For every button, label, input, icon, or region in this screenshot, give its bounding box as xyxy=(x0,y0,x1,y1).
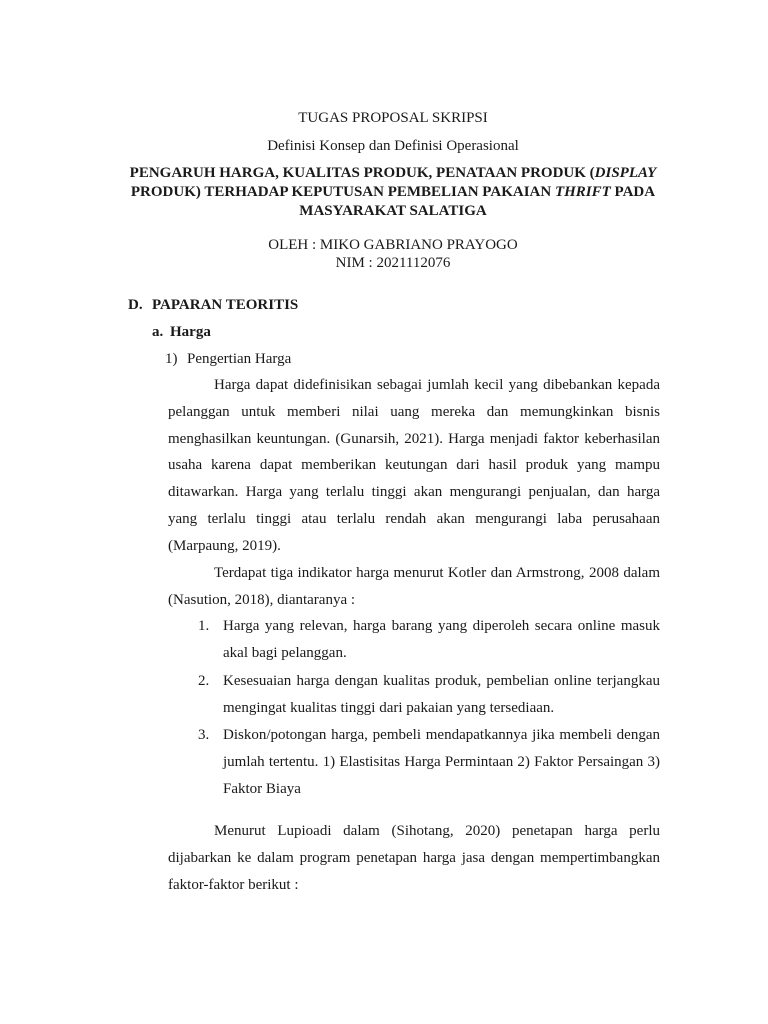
thesis-title-part2: PRODUK) TERHADAP KEPUTUSAN PEMBELIAN PAKAIAN xyxy=(130,184,555,200)
document-title: TUGAS PROPOSAL SKRIPSI xyxy=(298,110,488,126)
list-item-text: Kesesuaian harga dengan kualitas produk, pembelian online terjangkau mengingat kualitas tinggi dari pakaian yang tersediaan. xyxy=(223,673,660,716)
list-item-text: Harga yang relevan, harga barang yang diperoleh secara online masuk akal bagi pelanggan. xyxy=(223,618,660,661)
list-marker: 2. xyxy=(198,673,210,689)
document-subtitle: Definisi Konsep dan Definisi Operasional xyxy=(267,138,519,154)
section-a-label: Harga xyxy=(170,324,211,340)
list-marker: 1. xyxy=(198,618,210,634)
paragraph-price-definition: Harga dapat didefinisikan sebagai jumlah kecil yang dibebankan kepada pelanggan untuk memberi nilai uang mereka dan memungkinkan bisnis menghasilkan keuntungan. (Gunarsih, 2021). Harga menjadi faktor keberhasilan usaha karena dapat memberikan keutungan dari hasil produk yang mampu ditawarkan. Harga yang terlalu tinggi akan mengurangi penjualan, dan harga yang terlalu tinggi atau terlalu rendah akan mengurangi laba perusahaan (Marpaung, 2019). xyxy=(168,377,660,554)
author-name: OLEH : MIKO GABRIANO PRAYOGO xyxy=(268,237,518,253)
thesis-title-part1: PENGARUH HARGA, KUALITAS PRODUK, PENATAAN PRODUK ( xyxy=(129,165,595,181)
thesis-title xyxy=(110,164,676,221)
list-marker: 3. xyxy=(198,727,210,743)
thesis-title-italic1: DISPLAY xyxy=(594,165,657,181)
list-item xyxy=(198,613,660,667)
section-heading-d xyxy=(128,297,298,314)
paragraph-pricing-factors: Menurut Lupioadi dalam (Sihotang, 2020) penetapan harga perlu dijabarkan ke dalam program penetapan harga jasa dengan mempertimbangkan faktor-faktor berikut : xyxy=(168,823,660,893)
thesis-title-italic2: THRIFT xyxy=(554,184,611,200)
thesis-title-part4: MASYARAKAT SALATIGA xyxy=(299,203,487,219)
section-1-label: Pengertian Harga xyxy=(187,351,292,367)
section-d-number: D. xyxy=(128,297,143,313)
sub-subsection-heading-1 xyxy=(165,351,291,368)
section-1-number: 1) xyxy=(165,351,178,367)
list-item-text: Diskon/potongan harga, pembeli mendapatkannya jika membeli dengan jumlah tertentu. 1) Elastisitas Harga Permintaan 2) Faktor Persaingan 3) Faktor Biaya xyxy=(223,727,660,797)
section-d-label: PAPARAN TEORITIS xyxy=(152,297,299,313)
list-item xyxy=(198,668,660,722)
thesis-title-part3: PADA xyxy=(610,184,656,200)
student-id: NIM : 2021112076 xyxy=(335,255,451,271)
section-a-number: a. xyxy=(152,324,164,340)
author-block xyxy=(110,236,676,272)
list-item xyxy=(198,722,660,803)
paragraph-indicators-intro: Terdapat tiga indikator harga menurut Kotler dan Armstrong, 2008 dalam (Nasution, 2018), diantaranya : xyxy=(168,565,660,608)
subsection-heading-a xyxy=(152,324,211,341)
